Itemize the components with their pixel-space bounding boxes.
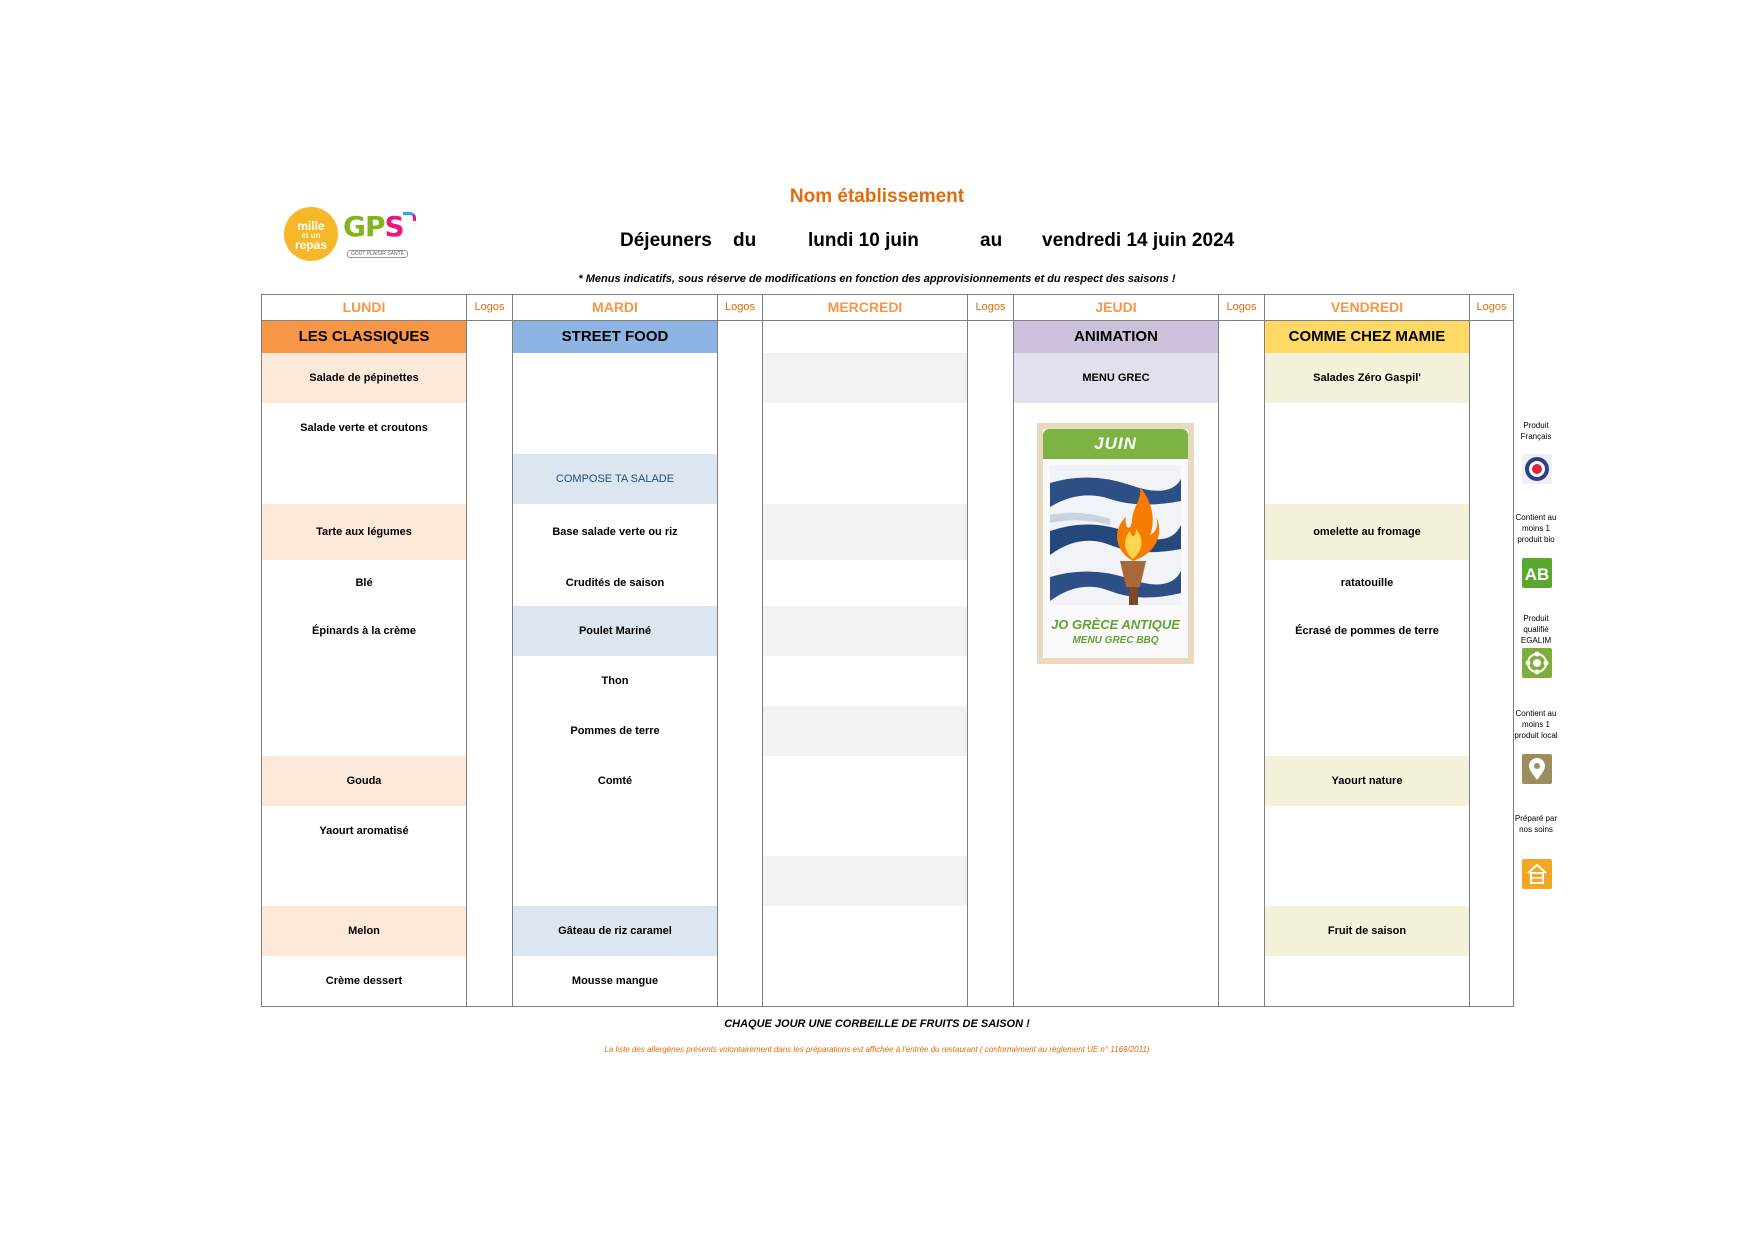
divider [1013, 294, 1014, 1007]
menu-item: Salade de pépinettes [262, 353, 466, 403]
fruit-basket-notice: CHAQUE JOUR UNE CORBEILLE DE FRUITS DE SAISON ! [724, 1018, 1030, 1030]
du-label: du [733, 230, 757, 251]
logo-text: GP [343, 210, 385, 243]
poster-card [1043, 429, 1188, 658]
poster-title: JO GRÈCE ANTIQUE [1051, 617, 1180, 632]
menu-item: Salade verte et croutons [300, 422, 428, 434]
divider [261, 320, 1514, 321]
logo-text: et un [301, 231, 321, 240]
menu-item: Yaourt nature [1265, 756, 1469, 806]
establishment-name: Nom établissement [789, 186, 965, 207]
mille-et-un-repas-logo [284, 207, 338, 261]
french-flag-icon [1522, 454, 1552, 484]
menu-item: Mousse mangue [571, 975, 659, 987]
divider [967, 294, 968, 1007]
menu-item: ratatouille [1340, 577, 1394, 589]
menu-item: Thon [601, 675, 629, 687]
menu-item: Fruit de saison [1265, 906, 1469, 956]
greek-flag-torch-image [1050, 465, 1181, 605]
legend-label: Produit Français [1520, 421, 1552, 441]
house-icon [1522, 859, 1552, 889]
divider [1218, 294, 1219, 1007]
logo-text: mille [297, 219, 325, 233]
divider [1264, 294, 1265, 1007]
logo-text: S [384, 210, 404, 243]
menu-item: Melon [262, 906, 466, 956]
divider [512, 294, 513, 1007]
menu-item: Yaourt aromatisé [319, 825, 409, 837]
menu-item: Salades Zéro Gaspil' [1265, 353, 1469, 403]
menu-item: Gouda [262, 756, 466, 806]
swoosh-icon [403, 212, 416, 221]
theme-jeudi: ANIMATION [1014, 321, 1218, 353]
location-pin-icon [1522, 754, 1552, 784]
disclaimer-note: * Menus indicatifs, sous réserve de modifications en fonction des approvisionnements et du respect des saisons ! [578, 273, 1176, 285]
menu-item: omelette au fromage [1265, 504, 1469, 560]
dejeuners-label: Déjeuners [620, 230, 712, 251]
allergen-notice: La liste des allergènes présents volontairement dans les préparations est affichée à l'entrée du restaurant ( conformément au règlement UE n° 1169/2011) [604, 1045, 1150, 1054]
menu-item: Blé [355, 577, 373, 589]
menu-table [261, 294, 1514, 1007]
legend-label: Préparé par nos soins [1514, 814, 1558, 834]
logos-header: Logos [1476, 301, 1507, 313]
date-end: vendredi 14 juin 2024 [1042, 230, 1235, 251]
menu-item: Épinards à la crème [312, 625, 416, 637]
menu-item: Base salade verte ou riz [552, 526, 678, 538]
logos-header: Logos [975, 301, 1006, 313]
logo-text: repas [294, 238, 328, 252]
menu-item: Pommes de terre [570, 725, 660, 737]
logo-text: GOÛT PLAISIR SANTÉ [347, 250, 408, 258]
menu-item: COMPOSE TA SALADE [513, 454, 717, 504]
svg-text:AB: AB [1524, 565, 1550, 584]
logos-header: Logos [1226, 301, 1257, 313]
logos-header: Logos [725, 301, 755, 313]
au-label: au [980, 230, 1003, 251]
legend-label: Contient au moins 1 produit bio [1515, 513, 1557, 544]
divider [717, 294, 718, 1007]
menu-item: Poulet Mariné [513, 606, 717, 656]
egalim-icon [1522, 648, 1552, 678]
theme-lundi: LES CLASSIQUES [262, 321, 466, 353]
menu-item: Crème dessert [325, 975, 403, 987]
theme-vendredi: COMME CHEZ MAMIE [1265, 321, 1469, 353]
date-start: lundi 10 juin [808, 230, 919, 251]
menu-item: Comté [597, 775, 633, 787]
poster-subtitle: MENU GREC BBQ [1072, 635, 1159, 646]
day-header-jeudi: JEUDI [1095, 299, 1137, 315]
divider [466, 294, 467, 1007]
menu-item: Tarte aux légumes [262, 504, 466, 560]
menu-item: Crudités de saison [565, 577, 665, 589]
divider [1469, 294, 1470, 1007]
legend-label: Contient au moins 1 produit local [1514, 709, 1558, 740]
logos-header: Logos [474, 301, 505, 313]
animation-poster [1037, 423, 1194, 664]
gps-logo [343, 210, 413, 257]
menu-item: Gâteau de riz caramel [513, 906, 717, 956]
ab-bio-icon [1522, 558, 1552, 588]
day-header-lundi: LUNDI [342, 299, 386, 315]
menu-item: Écrasé de pommes de terre [1295, 625, 1439, 637]
divider [762, 294, 763, 1007]
poster-month: JUIN [1094, 434, 1137, 453]
menu-item: MENU GREC [1014, 353, 1218, 403]
day-header-mardi: MARDI [592, 299, 638, 315]
day-header-mercredi: MERCREDI [827, 299, 903, 315]
theme-mardi: STREET FOOD [513, 321, 717, 353]
legend-label: Produit qualifié EGALIM [1520, 614, 1552, 645]
day-header-vendredi: VENDREDI [1330, 299, 1404, 315]
